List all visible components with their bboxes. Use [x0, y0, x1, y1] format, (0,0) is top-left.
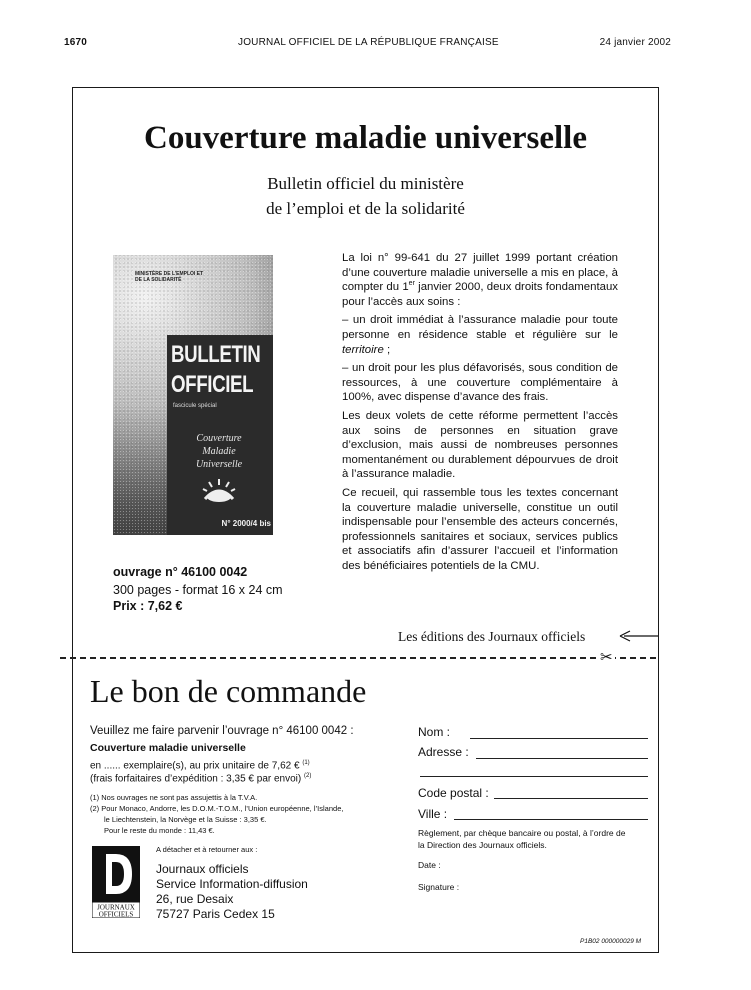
p2-italic: territoire: [342, 343, 384, 356]
address-field-line2[interactable]: [420, 775, 648, 777]
order-fees-line: [90, 773, 311, 784]
p2-text-a: – un droit immédiat à l’assurance maladie pour toute personne en résidence stable et régulière sur le: [342, 314, 618, 341]
paragraph-2: [342, 313, 618, 357]
cover-title-line2: OFFICIEL: [171, 371, 254, 398]
address-line4: 75727 Paris Cedex 15: [156, 907, 275, 921]
arrow-left-icon: [618, 628, 658, 644]
order-book-title: Couverture maladie universelle: [90, 742, 246, 754]
address-line3: 26, rue Desaix: [156, 892, 234, 906]
logo-text-line2: OFFICIELS: [98, 910, 134, 918]
p1-text-b: janvier 2000, deux droits fondamentaux pour l’accès aux soins :: [342, 281, 618, 308]
address-line2: Service Information-diffusion: [156, 877, 308, 891]
footnote-2-cont: le Liechtenstein, la Norvège et la Suisse : 3,35 €.: [104, 815, 267, 824]
signature-label: Signature :: [418, 882, 460, 892]
page-number: 1670: [64, 37, 88, 48]
paragraph-5: Ce recueil, qui rassemble tous les textes concernant la couverture maladie universelle, constitue un outil indispensable pour l’ensemble des acteurs concernés, professionnels sanitaires et sociaux, services publics et associatifs afin d’assurer l’accueil et l’information des bénéficiaires potentiels de la CMU.: [342, 486, 618, 572]
address-field[interactable]: [476, 757, 648, 759]
cover-ministry: MINISTÈRE DE L’EMPLOI ET DE LA SOLIDARITÉ: [135, 271, 204, 283]
paragraph-3: – un droit pour les plus défavorisés, sous condition de ressources, à une couverture complémentaire à 100%, avec dispense d’avance des frais.: [342, 362, 618, 404]
cover-title-line1: BULLETIN: [171, 341, 261, 368]
cover-small-text: fascicule spécial: [173, 403, 217, 409]
p1-text-a: La loi n° 99-641 du 27 juillet 1999 portant création d’une couverture maladie universelle a mis en place, à compter du 1: [342, 252, 618, 294]
city-label: Ville :: [418, 807, 448, 821]
copies-text: en ...... exemplaire(s), au prix unitaire de 7,62 €: [90, 760, 300, 772]
issue-date: 24 janvier 2002: [599, 37, 671, 48]
address-label: Adresse :: [418, 745, 469, 759]
cmu-logo-icon: [201, 477, 237, 503]
date-label: Date :: [418, 860, 441, 870]
city-field[interactable]: [454, 818, 648, 820]
cover-issue-number: N° 2000/4 bis: [221, 519, 271, 528]
name-label: Nom :: [418, 725, 451, 739]
fees-text: (frais forfaitaires d’expédition : 3,35 € par envoi): [90, 773, 302, 785]
cover-name-line1: Couverture: [196, 433, 242, 444]
journal-title: JOURNAL OFFICIEL DE LA RÉPUBLIQUE FRANÇAISE: [238, 37, 499, 48]
p2-text-b: ;: [383, 343, 391, 356]
publisher-name: Les éditions des Journaux officiels: [398, 629, 586, 644]
payment-note-line1: Règlement, par chèque bancaire ou postal, à l’ordre de: [418, 828, 626, 838]
book-reference: ouvrage n° 46100 0042: [113, 565, 248, 579]
scissors-icon: ✂: [600, 649, 613, 666]
p1-superscript: er: [408, 280, 415, 288]
promo-subtitle-line1: Bulletin officiel du ministère: [267, 174, 464, 193]
cut-line: [60, 657, 656, 661]
journaux-officiels-logo: [92, 846, 140, 918]
cover-name-line3: Universelle: [195, 459, 243, 470]
book-price: Prix : 7,62 €: [113, 599, 183, 613]
address-line1: Journaux officiels: [156, 862, 249, 876]
cover-name-line2: Maladie: [202, 446, 236, 457]
footnote-2-rest: Pour le reste du monde : 11,43 €.: [104, 826, 215, 835]
fees-note: (2): [304, 773, 312, 779]
description-text: [342, 251, 618, 577]
return-note: A détacher et à retourner aux :: [156, 845, 258, 854]
promo-title: Couverture maladie universelle: [144, 120, 587, 156]
book-cover-image: [113, 255, 273, 535]
logo-text-line1: JOURNAUX: [97, 903, 135, 912]
footnote-1: (1) Nos ouvrages ne sont pas assujettis à la T.V.A.: [90, 793, 258, 802]
document-code: P1B02 000000029 M: [580, 938, 642, 945]
book-pages-format: 300 pages - format 16 x 24 cm: [113, 583, 283, 597]
copies-note: (1): [302, 760, 310, 766]
order-copies-line: [90, 760, 310, 771]
paragraph-1: [342, 251, 618, 309]
payment-note-line2: la Direction des Journaux officiels.: [418, 840, 547, 850]
promo-subtitle-line2: de l’emploi et de la solidarité: [266, 199, 465, 218]
order-form-title: Le bon de commande: [90, 673, 367, 709]
postal-code-field[interactable]: [494, 797, 648, 799]
paragraph-4: Les deux volets de cette réforme permettent l’accès aux soins de personnes en situation grave d’exclusion, mais aussi de nombreuses personnes momentanément ou durablement dépourvues de droit à l’assurance maladie.: [342, 409, 618, 481]
name-field[interactable]: [470, 737, 648, 739]
order-intro: Veuillez me faire parvenir l’ouvrage n° 46100 0042 :: [90, 725, 354, 737]
postal-code-label: Code postal :: [418, 786, 489, 800]
footnote-2: (2) Pour Monaco, Andorre, les D.O.M.-T.O.M., l’Union européenne, l’Islande,: [90, 804, 344, 813]
